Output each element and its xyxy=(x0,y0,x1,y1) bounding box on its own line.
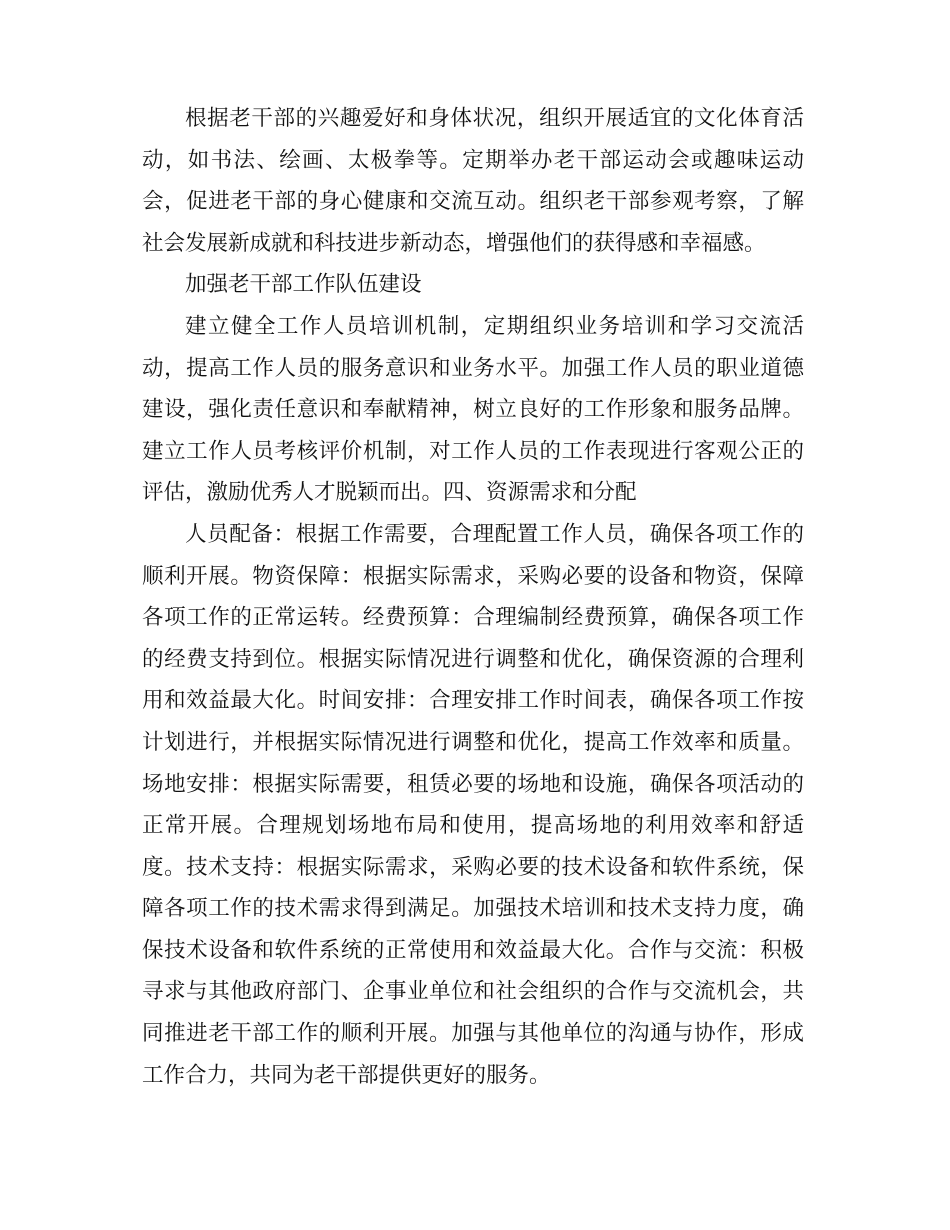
paragraph-resource-allocation: 人员配备：根据工作需要，合理配置工作人员，确保各项工作的顺利开展。物资保障：根据实际需求，采购必要的设备和物资，保障各项工作的正常运转。经费预算：合理编制经费预算，确保各项工作的经费支持到位。根据实际情况进行调整和优化，确保资源的合理利用和效益最大化。时间安排：合理安排工作时间表，确保各项工作按计划进行，并根据实际情况进行调整和优化，提高工作效率和质量。场地安排：根据实际需要，租赁必要的场地和设施，确保各项活动的正常开展。合理规划场地布局和使用，提高场地的利用效率和舒适度。技术支持：根据实际需求，采购必要的技术设备和软件系统，保障各项工作的技术需求得到满足。加强技术培训和技术支持力度，确保技术设备和软件系统的正常使用和效益最大化。合作与交流：积极寻求与其他政府部门、企事业单位和社会组织的合作与交流机会，共同推进老干部工作的顺利开展。加强与其他单位的沟通与协作，形成工作合力，共同为老干部提供更好的服务。 xyxy=(142,521,804,1088)
section-heading-team-building: 加强老干部工作队伍建设 xyxy=(185,272,422,298)
paragraph-culture-sports: 根据老干部的兴趣爱好和身体状况，组织开展适宜的文化体育活动，如书法、绘画、太极拳等。定期举办老干部运动会或趣味运动会，促进老干部的身心健康和交流互动。组织老干部参观考察，了解社会发展新成就和科技进步新动态，增强他们的获得感和幸福感。 xyxy=(142,106,804,256)
paragraph-staff-training: 建立健全工作人员培训机制，定期组织业务培训和学习交流活动，提高工作人员的服务意识和业务水平。加强工作人员的职业道德建设，强化责任意识和奉献精神，树立良好的工作形象和服务品牌。建立工作人员考核评价机制，对工作人员的工作表现进行客观公正的评估，激励优秀人才脱颖而出。四、资源需求和分配 xyxy=(142,313,804,506)
document-body xyxy=(142,98,804,1096)
